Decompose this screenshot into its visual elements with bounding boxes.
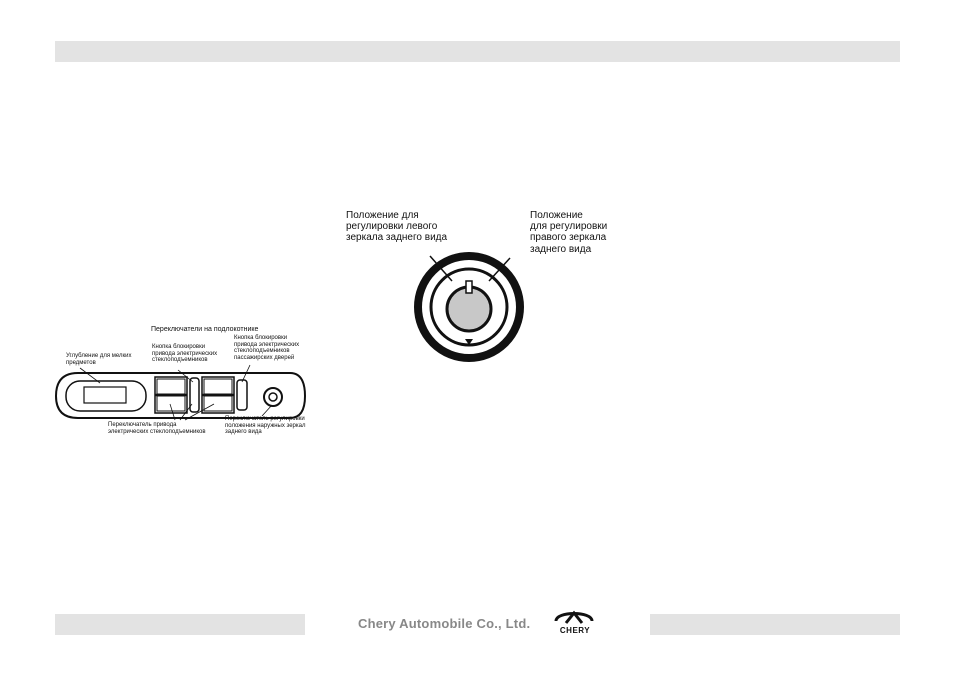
storage-pocket-label: Углубление для мелких предметов [66, 353, 132, 366]
mirror-switch-label: Переключатель регулировки положения наружных зеркал заднего вида [225, 416, 306, 436]
window-switch-label: Переключатель привода электрических стеклоподъемников [108, 422, 206, 435]
passenger-lock-button [237, 380, 247, 410]
storage-pocket-inner [84, 387, 126, 403]
window-lock-button [190, 378, 199, 412]
mirror-switch-center [269, 393, 277, 401]
window-switch-4 [204, 396, 232, 411]
passenger-window-lock-label: Кнопка блокировки привода электрических стеклоподъемников пассажирских дверей [234, 335, 300, 362]
window-switch-2 [157, 396, 185, 411]
window-lock-label: Кнопка блокировки привода электрических стеклоподъемников [152, 344, 218, 364]
company-name: Chery Automobile Co., Ltd. [358, 616, 531, 631]
left-mirror-position-label: Положение для регулировки левого зеркала заднего вида [346, 210, 448, 244]
window-switch-3 [204, 379, 232, 394]
window-switch-1 [157, 379, 185, 394]
armrest-title: Переключатели на подлокотнике [151, 326, 259, 333]
logo-text: CHERY [559, 626, 591, 635]
right-mirror-position-label: Положение для регулировки правого зеркала заднего вида [530, 210, 608, 255]
